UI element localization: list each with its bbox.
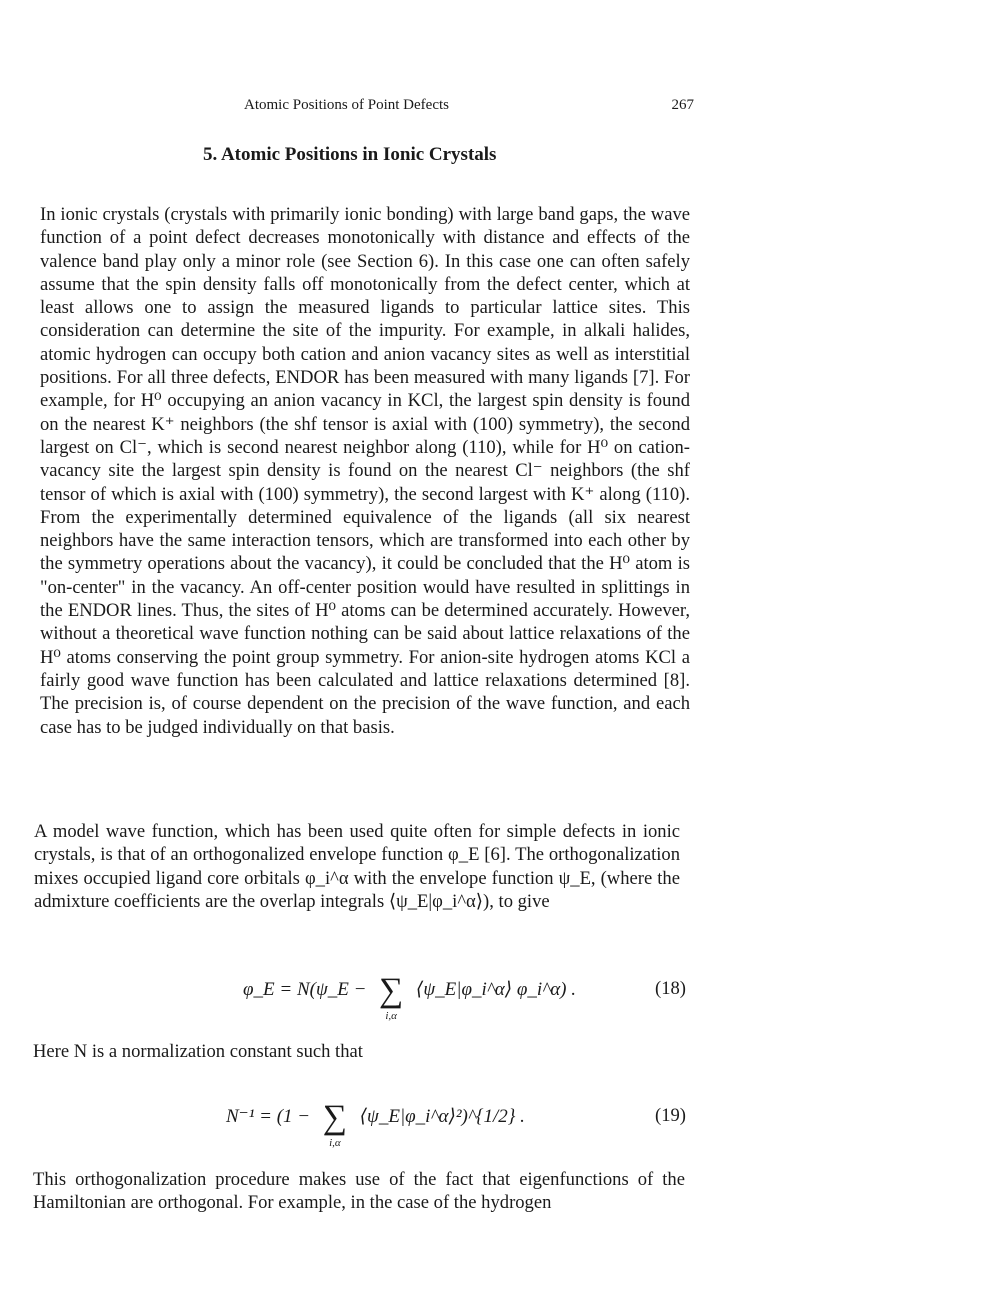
equation-18-rhs: ⟨ψ_E|φ_i^α⟩ φ_i^α) .: [415, 979, 577, 1000]
equation-19-rhs: ⟨ψ_E|φ_i^α⟩²)^{1/2} .: [359, 1106, 525, 1127]
page-number: 267: [671, 97, 694, 113]
summation-symbol: ∑ i,α: [371, 976, 411, 1006]
paragraph-ionic-crystals: In ionic crystals (crystals with primarily ionic bonding) with large band gaps, the wave function of a point defect decreases monotonically with distance and effects of the valence band play only a minor role (see Section 6). In this case one can often safely assume that the spin density falls off monotonically from the defect center, which at least allows one to assign the measured ligands to particular lattice sites. This consideration can determine the site of the impurity. For example, in alkali halides, atomic hydrogen can occupy both cation and anion vacancy sites as well as interstitial positions. For all three defects, ENDOR has been measured with many ligands [7]. For example, for H⁰ occupying an anion vacancy in KCl, the largest spin density is found on the nearest K⁺ neighbors (the shf tensor is axial with (100) symmetry), the second largest on Cl⁻, which is second nearest neighbor along (110), while for H⁰ on cation-vacancy site the largest spin density is found on the nearest Cl⁻ neighbors (the shf tensor of which is axial with (100) symmetry), the second largest with K⁺ along (110). From the experimentally determined equivalence of the ligands (all six nearest neighbors have the same interaction tensors, which are transformed into each other by the symmetry operations about the vacancy), it could be concluded that the H⁰ atom is "on-center" in the vacancy. An off-center position would have resulted in splittings in the ENDOR lines. Thus, the sites of H⁰ atoms can be determined accurately. However, without a theoretical wave function nothing can be said about lattice relaxations of the H⁰ atoms conserving the point group symmetry. For anion-site hydrogen atoms KCl a fairly good wave function has been calculated and lattice relaxations determined [8]. The precision is, of course dependent on the precision of the wave function, and each case has to be judged individually on that basis.: [40, 204, 690, 738]
section-heading: 5. Atomic Positions in Ionic Crystals: [203, 144, 497, 165]
equation-18-sum-index: i,α: [385, 1010, 397, 1022]
paragraph-model-wave-function: A model wave function, which has been used quite often for simple defects in ionic crystals, is that of an orthogonalized envelope function φ_E [6]. The orthogonalization mixes occupied ligand core orbitals φ_i^α with the envelope function ψ_E, (where the admixture coefficients are the overlap integrals ⟨ψ_E|φ_i^α⟩), to give: [34, 821, 680, 912]
equation-19: [0, 1095, 1000, 1149]
running-title: Atomic Positions of Point Defects: [244, 97, 449, 113]
paragraph-normalization: Here N is a normalization constant such that: [33, 1041, 363, 1062]
paragraph-orthogonalization: This orthogonalization procedure makes use of the fact that eigenfunctions of the Hamiltonian are orthogonal. For example, in the case of the hydrogen: [33, 1169, 685, 1214]
summation-symbol: ∑ i,α: [315, 1103, 355, 1133]
equation-18-body: [243, 972, 577, 1022]
equation-18: [0, 968, 1000, 1022]
equation-18-lhs: φ_E = N(ψ_E −: [243, 979, 367, 1000]
equation-18-number: (18): [655, 978, 686, 999]
equation-19-lhs: N⁻¹ = (1 −: [226, 1106, 311, 1127]
equation-19-body: [226, 1099, 525, 1149]
running-head: [244, 97, 694, 119]
equation-19-sum-index: i,α: [329, 1137, 341, 1149]
equation-19-number: (19): [655, 1105, 686, 1126]
